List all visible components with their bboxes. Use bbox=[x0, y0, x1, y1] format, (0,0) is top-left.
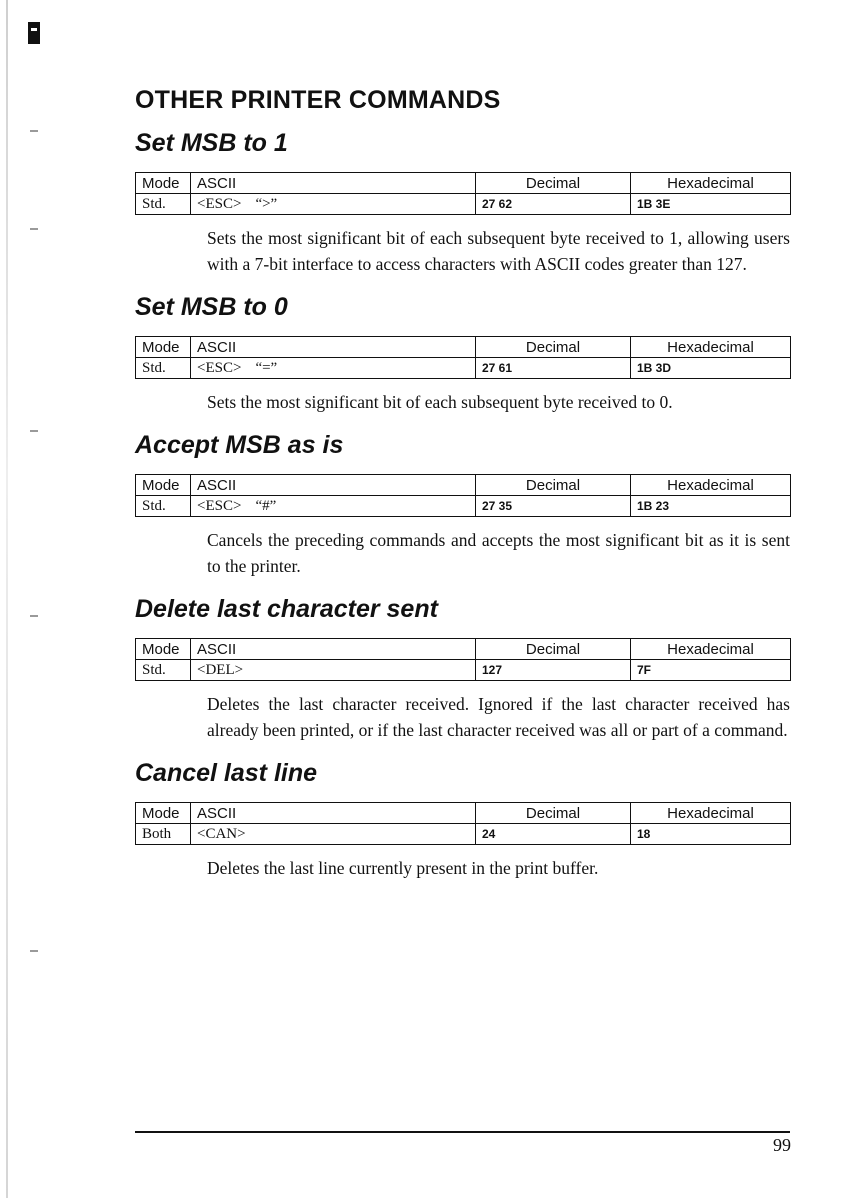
cell-decimal: 27 62 bbox=[476, 194, 631, 215]
section-title: Delete last character sent bbox=[135, 595, 438, 623]
ascii-character: “=” bbox=[255, 359, 278, 376]
ascii-character: “#” bbox=[255, 497, 277, 514]
page-number: 99 bbox=[773, 1135, 791, 1155]
header-mode: Mode bbox=[136, 803, 191, 824]
cell-mode: Std. bbox=[136, 358, 191, 379]
ascii-control: <ESC> bbox=[197, 195, 242, 212]
header-decimal: Decimal bbox=[476, 639, 631, 660]
header-decimal: Decimal bbox=[476, 475, 631, 496]
command-table bbox=[135, 802, 791, 845]
table-header-row bbox=[136, 337, 791, 358]
cell-decimal: 27 35 bbox=[476, 496, 631, 517]
cell-decimal: 127 bbox=[476, 660, 631, 681]
table-header-row bbox=[136, 639, 791, 660]
cell-ascii bbox=[191, 358, 476, 379]
header-hexadecimal: Hexadecimal bbox=[631, 639, 791, 660]
header-hexadecimal: Hexadecimal bbox=[631, 337, 791, 358]
cell-mode: Std. bbox=[136, 496, 191, 517]
table-header-row bbox=[136, 475, 791, 496]
ascii-control: <ESC> bbox=[197, 359, 242, 376]
command-section bbox=[135, 759, 790, 881]
table-row bbox=[136, 660, 791, 681]
cell-hexadecimal: 7F bbox=[631, 660, 791, 681]
table-row bbox=[136, 194, 791, 215]
header-ascii: ASCII bbox=[191, 639, 476, 660]
header-mode: Mode bbox=[136, 475, 191, 496]
section-description: Sets the most significant bit of each subsequent byte received to 0. bbox=[207, 392, 673, 412]
header-hexadecimal: Hexadecimal bbox=[631, 803, 791, 824]
section-title: Set MSB to 0 bbox=[135, 293, 288, 321]
cell-hexadecimal: 1B 3E bbox=[631, 194, 791, 215]
table-row bbox=[136, 824, 791, 845]
margin-tick bbox=[30, 130, 38, 132]
table-header-row bbox=[136, 803, 791, 824]
table-row bbox=[136, 358, 791, 379]
header-decimal: Decimal bbox=[476, 803, 631, 824]
cell-decimal: 24 bbox=[476, 824, 631, 845]
header-mode: Mode bbox=[136, 639, 191, 660]
command-table bbox=[135, 474, 791, 517]
command-table bbox=[135, 638, 791, 681]
table-row bbox=[136, 496, 791, 517]
command-table bbox=[135, 172, 791, 215]
cell-hexadecimal: 1B 23 bbox=[631, 496, 791, 517]
margin-tick bbox=[30, 430, 38, 432]
section-description: Deletes the last line currently present in the print buffer. bbox=[207, 858, 599, 878]
page-margin-edge bbox=[6, 0, 8, 1198]
header-ascii: ASCII bbox=[191, 475, 476, 496]
section-description: Sets the most significant bit of each subsequent byte received to 1, allowing users with a 7-bit interface to access characters with ASCII codes greater than 127. bbox=[207, 228, 790, 274]
table-header-row bbox=[136, 173, 791, 194]
margin-tick bbox=[30, 228, 38, 230]
page-content bbox=[135, 86, 790, 897]
command-sections bbox=[135, 129, 790, 881]
cell-mode: Std. bbox=[136, 194, 191, 215]
margin-tick bbox=[30, 950, 38, 952]
margin-tick bbox=[30, 615, 38, 617]
section-title: Accept MSB as is bbox=[135, 431, 344, 459]
command-section bbox=[135, 293, 790, 415]
cell-ascii bbox=[191, 824, 476, 845]
cell-hexadecimal: 1B 3D bbox=[631, 358, 791, 379]
page-corner-mark bbox=[28, 22, 40, 44]
ascii-control: <DEL> bbox=[197, 661, 244, 678]
header-ascii: ASCII bbox=[191, 337, 476, 358]
cell-mode: Both bbox=[136, 824, 191, 845]
header-hexadecimal: Hexadecimal bbox=[631, 475, 791, 496]
section-description: Cancels the preceding commands and accepts the most significant bit as it is sent to the printer. bbox=[207, 530, 790, 576]
section-description: Deletes the last character received. Ignored if the last character received has already been printed, or if the last character received was all or part of a command. bbox=[207, 694, 790, 740]
cell-hexadecimal: 18 bbox=[631, 824, 791, 845]
command-section bbox=[135, 431, 790, 579]
ascii-character: “>” bbox=[255, 195, 278, 212]
ascii-control: <ESC> bbox=[197, 497, 242, 514]
cell-mode: Std. bbox=[136, 660, 191, 681]
command-table bbox=[135, 336, 791, 379]
command-section bbox=[135, 595, 790, 743]
cell-ascii bbox=[191, 194, 476, 215]
header-decimal: Decimal bbox=[476, 173, 631, 194]
header-decimal: Decimal bbox=[476, 337, 631, 358]
header-hexadecimal: Hexadecimal bbox=[631, 173, 791, 194]
cell-ascii bbox=[191, 496, 476, 517]
section-title: Cancel last line bbox=[135, 759, 318, 787]
cell-ascii bbox=[191, 660, 476, 681]
header-ascii: ASCII bbox=[191, 803, 476, 824]
header-ascii: ASCII bbox=[191, 173, 476, 194]
page-title: OTHER PRINTER COMMANDS bbox=[135, 86, 501, 114]
command-section bbox=[135, 129, 790, 277]
footer-rule bbox=[135, 1131, 790, 1133]
header-mode: Mode bbox=[136, 337, 191, 358]
ascii-control: <CAN> bbox=[197, 825, 246, 842]
header-mode: Mode bbox=[136, 173, 191, 194]
section-title: Set MSB to 1 bbox=[135, 129, 288, 157]
cell-decimal: 27 61 bbox=[476, 358, 631, 379]
